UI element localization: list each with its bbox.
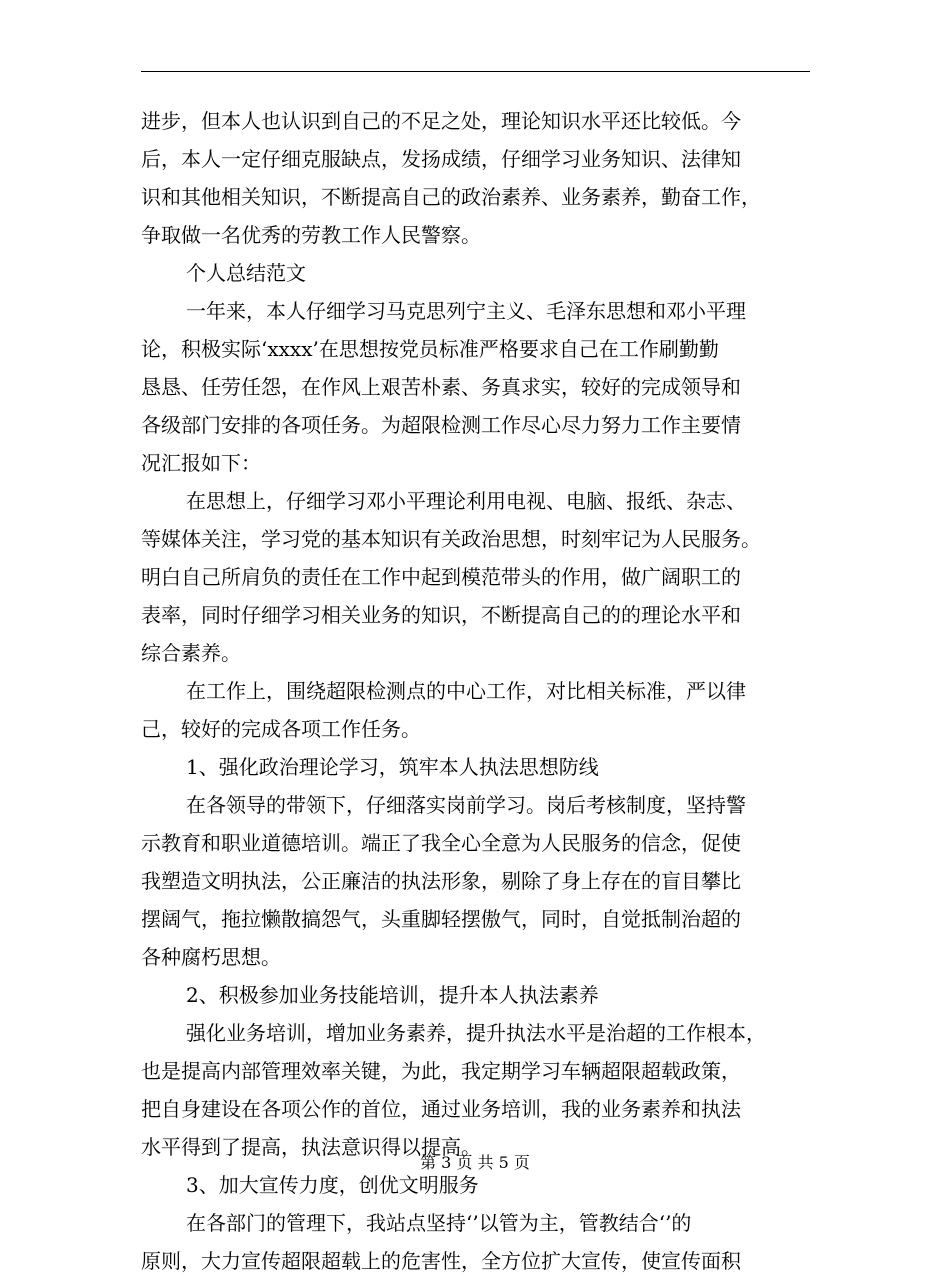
paragraph-start: 在工作上，围绕超限检测点的中心工作，对比相关标准，严以律 [186,679,746,703]
text-line: 原则，大力宣传超限超载上的危害性，全方位扩大宣传，使宣传面积 [141,1249,741,1273]
text-line: 论，积极实际‘xxxx’在思想按党员标准严格要求自己在工作刷勤勤 [141,337,719,361]
subsection-heading: 2、积极参加业务技能培训，提升本人执法素养 [186,983,599,1007]
text-line: 等媒体关注，学习党的基本知识有关政治思想，时刻牢记为人民服务。 [141,527,761,551]
text-line: 把自身建设在各项公作的首位，通过业务培训，我的业务素养和执法 [141,1097,741,1121]
text-line: 进步，但本人也认识到自己的不足之处，理论知识水平还比较低。今 [141,109,741,133]
text-line: 况汇报如下： [141,451,261,475]
paragraph-start: 在各部门的管理下，我站点坚持‘’以管为主，管教结合‘’的 [186,1211,692,1235]
text-line: 恳恳、任劳任怨，在作风上艰苦朴素、务真求实，较好的完成领导和 [141,375,741,399]
text-line: 各种腐朽思想。 [141,945,281,969]
text-line: 争取做一名优秀的劳教工作人民警察。 [141,223,481,247]
text-line: 综合素养。 [141,641,241,665]
paragraph-start: 在思想上，仔细学习邓小平理论利用电视、电脑、报纸、杂志、 [186,489,746,513]
text-line: 水平得到了提高，执法意识得以提高。 [141,1135,481,1159]
text-line: 示教育和职业道德培训。端正了我全心全意为人民服务的信念，促使 [141,831,741,855]
section-heading: 个人总结范文 [186,261,306,285]
header-rule [141,71,810,72]
subsection-heading: 3、加大宣传力度，创优文明服务 [186,1173,479,1197]
subsection-heading: 1、强化政治理论学习，筑牢本人执法思想防线 [186,755,599,779]
document-body [141,102,810,1280]
page-number-footer: 第 3 页 共 5 页 [420,1153,530,1172]
paragraph-start: 在各领导的带领下，仔细落实岗前学习。岗后考核制度，坚持警 [186,793,746,817]
text-line: 表率，同时仔细学习相关业务的知识，不断提高自己的的理论水平和 [141,603,741,627]
text-line: 我塑造文明执法，公正廉洁的执法形象，剔除了身上存在的盲目攀比 [141,869,741,893]
text-line: 识和其他相关知识，不断提高自己的政治素养、业务素养，勤奋工作， [141,185,761,209]
text-line: 己，较好的完成各项工作任务。 [141,717,421,741]
paragraph-start: 一年来，本人仔细学习马克思列宁主义、毛泽东思想和邓小平理 [186,299,746,323]
text-line: 明白自己所肩负的责任在工作中起到模范带头的作用，做广阔职工的 [141,565,741,589]
text-line: 摆阔气，拖拉懒散搞怨气，头重脚轻摆傲气，同时，自觉抵制治超的 [141,907,741,931]
text-line: 后，本人一定仔细克服缺点，发扬成绩，仔细学习业务知识、法律知 [141,147,741,171]
paragraph-start: 强化业务培训，增加业务素养，提升执法水平是治超的工作根本， [186,1021,766,1045]
text-line: 各级部门安排的各项任务。为超限检测工作尽心尽力努力工作主要情 [141,413,741,437]
text-line: 也是提高内部管理效率关键，为此，我定期学习车辆超限超载政策， [141,1059,741,1083]
